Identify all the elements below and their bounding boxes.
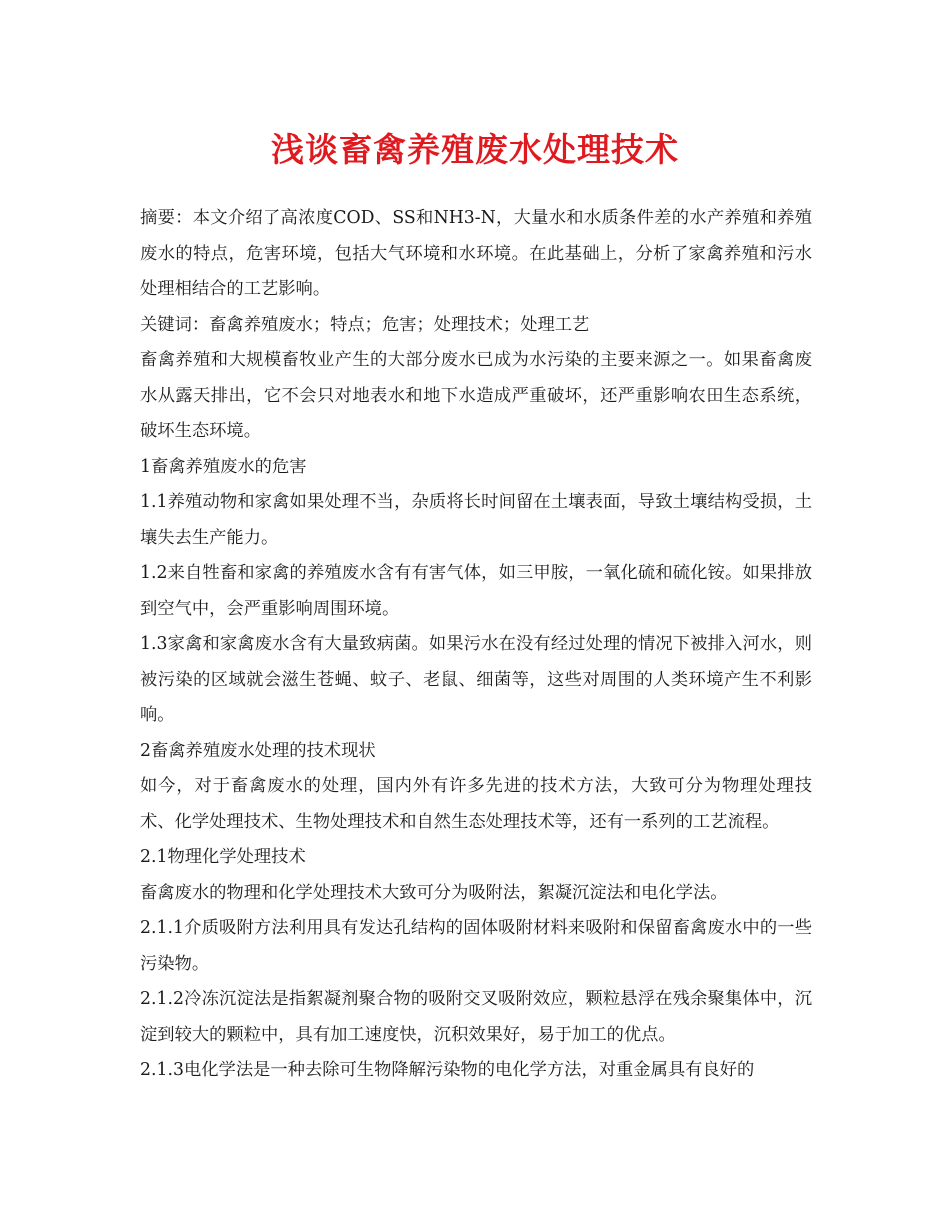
paragraph-2-1-2: 2.1.2冷冻沉淀法是指絮凝剂聚合物的吸附交叉吸附效应，颗粒悬浮在残余聚集体中，沉淀到较大的颗粒中，具有加工速度快，沉积效果好，易于加工的优点。 bbox=[140, 989, 812, 1045]
paragraph-1-1: 1.1养殖动物和家禽如果处理不当，杂质将长时间留在土壤表面，导致土壤结构受损，土壤失去生产能力。 bbox=[140, 492, 812, 548]
paragraph-2-1-intro: 畜禽废水的物理和化学处理技术大致可分为吸附法，絮凝沉淀法和电化学法。 bbox=[140, 882, 728, 903]
paragraph-1-3: 1.3家禽和家禽废水含有大量致病菌。如果污水在没有经过处理的情况下被排入河水，则被污染的区域就会滋生苍蝇、蚊子、老鼠、细菌等，这些对周围的人类环境产生不利影响。 bbox=[140, 634, 812, 725]
intro-paragraph: 畜禽养殖和大规模畜牧业产生的大部分废水已成为水污染的主要来源之一。如果畜禽废水从露天排出，它不会只对地表水和地下水造成严重破坏，还严重影响农田生态系统，破坏生态环境。 bbox=[140, 350, 812, 441]
paragraph-2-1-3: 2.1.3电化学法是一种去除可生物降解污染物的电化学方法，对重金属具有良好的 bbox=[140, 1060, 755, 1080]
paragraph-1-2: 1.2来自牲畜和家禽的养殖废水含有有害气体，如三甲胺，一氧化硫和硫化铵。如果排放到空气中，会严重影响周围环境。 bbox=[140, 563, 812, 619]
section-heading-2: 2畜禽养殖废水处理的技术现状 bbox=[140, 740, 376, 761]
document-body bbox=[140, 201, 812, 1089]
keywords-paragraph: 关键词：畜禽养殖废水；特点；危害；处理技术；处理工艺 bbox=[140, 314, 590, 335]
section-heading-2-1: 2.1物理化学处理技术 bbox=[140, 847, 306, 867]
abstract-paragraph: 摘要：本文介绍了高浓度COD、SS和NH3-N，大量水和水质条件差的水产养殖和养殖废水的特点，危害环境，包括大气环境和水环境。在此基础上，分析了家禽养殖和污水处理相结合的工艺影响。 bbox=[140, 208, 812, 299]
paragraph-2-1-1: 2.1.1介质吸附方法利用具有发达孔结构的固体吸附材料来吸附和保留畜禽废水中的一些污染物。 bbox=[140, 918, 812, 974]
document-title: 浅谈畜禽养殖废水处理技术 bbox=[271, 130, 679, 169]
paragraph-2-intro: 如今，对于畜禽废水的处理，国内外有许多先进的技术方法，大致可分为物理处理技术、化学处理技术、生物处理技术和自然生态处理技术等，还有一系列的工艺流程。 bbox=[140, 776, 812, 832]
section-heading-1: 1畜禽养殖废水的危害 bbox=[140, 456, 307, 477]
